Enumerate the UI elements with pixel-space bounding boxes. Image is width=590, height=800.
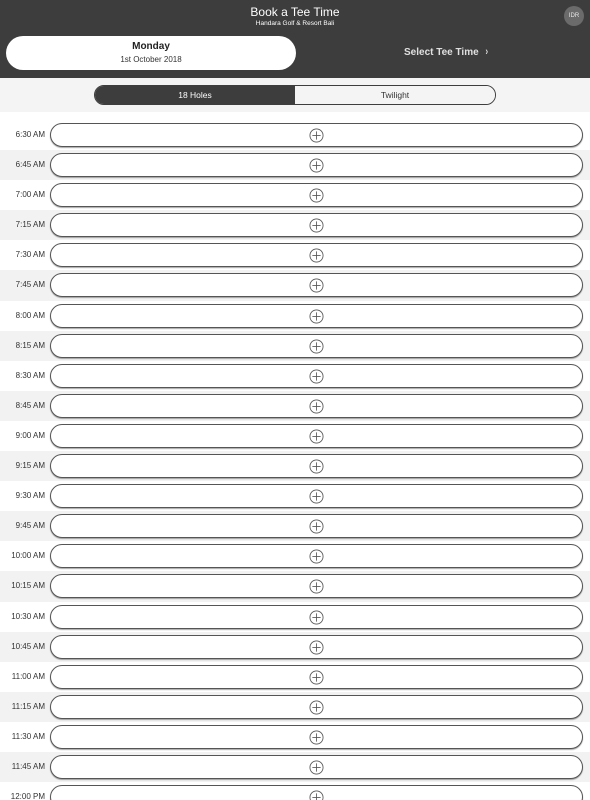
- add-booking-button[interactable]: [50, 544, 583, 568]
- add-booking-button[interactable]: [50, 334, 583, 358]
- page-title: Book a Tee Time: [250, 5, 340, 19]
- date-selector[interactable]: [6, 36, 296, 70]
- tee-time-row: [0, 692, 590, 722]
- tee-time-row: [0, 511, 590, 541]
- tee-time-row: [0, 722, 590, 752]
- tee-time-row: [0, 602, 590, 632]
- add-booking-button[interactable]: [50, 304, 583, 328]
- tee-time-label: 10:30 AM: [11, 611, 45, 621]
- tee-time-label: 7:15 AM: [15, 220, 45, 230]
- add-booking-button[interactable]: [50, 514, 583, 538]
- tee-time-row: [0, 301, 590, 331]
- tee-time-label: 7:45 AM: [15, 280, 45, 290]
- plus-circle-icon: [309, 128, 324, 143]
- plus-circle-icon: [309, 730, 324, 745]
- filter-bar: [0, 78, 590, 112]
- app-header: [0, 0, 590, 78]
- add-booking-button[interactable]: [50, 785, 583, 800]
- tee-time-label: 8:15 AM: [15, 340, 45, 350]
- tee-time-row: [0, 421, 590, 451]
- plus-circle-icon: [309, 489, 324, 504]
- plus-circle-icon: [309, 579, 324, 594]
- tee-time-row: [0, 391, 590, 421]
- tee-time-row: [0, 481, 590, 511]
- plus-circle-icon: [309, 218, 324, 233]
- tee-time-row: [0, 632, 590, 662]
- tee-time-row: [0, 662, 590, 692]
- plus-circle-icon: [309, 549, 324, 564]
- plus-circle-icon: [309, 610, 324, 625]
- tee-time-row: [0, 240, 590, 270]
- add-booking-button[interactable]: [50, 484, 583, 508]
- selected-date: 1st October 2018: [120, 55, 182, 64]
- holes-segmented-control: [94, 85, 496, 105]
- plus-circle-icon: [309, 429, 324, 444]
- plus-circle-icon: [309, 309, 324, 324]
- plus-circle-icon: [309, 519, 324, 534]
- tab-twilight[interactable]: Twilight: [295, 86, 495, 104]
- tee-time-row: [0, 270, 590, 300]
- selected-day: Monday: [132, 41, 170, 52]
- add-booking-button[interactable]: [50, 123, 583, 147]
- plus-circle-icon: [309, 459, 324, 474]
- tee-time-label: 8:30 AM: [15, 370, 45, 380]
- plus-circle-icon: [309, 399, 324, 414]
- tee-time-label: 9:45 AM: [15, 521, 45, 531]
- plus-circle-icon: [309, 248, 324, 263]
- currency-button[interactable]: IDR: [564, 6, 584, 26]
- add-booking-button[interactable]: [50, 153, 583, 177]
- tee-time-row: [0, 180, 590, 210]
- add-booking-button[interactable]: [50, 213, 583, 237]
- select-tee-time-step[interactable]: [404, 45, 488, 60]
- add-booking-button[interactable]: [50, 755, 583, 779]
- tee-time-label: 9:00 AM: [15, 430, 45, 440]
- select-tee-time-label: Select Tee Time: [404, 47, 479, 58]
- add-booking-button[interactable]: [50, 424, 583, 448]
- add-booking-button[interactable]: [50, 273, 583, 297]
- tee-time-row: [0, 331, 590, 361]
- chevron-right-icon: ›: [485, 46, 488, 58]
- add-booking-button[interactable]: [50, 364, 583, 388]
- tee-time-label: 8:45 AM: [15, 400, 45, 410]
- tee-time-row: [0, 150, 590, 180]
- add-booking-button[interactable]: [50, 695, 583, 719]
- plus-circle-icon: [309, 278, 324, 293]
- tee-time-row: [0, 571, 590, 601]
- plus-circle-icon: [309, 700, 324, 715]
- tee-time-row: [0, 752, 590, 782]
- tee-time-label: 12:00 PM: [10, 792, 45, 800]
- tee-time-label: 6:30 AM: [15, 130, 45, 139]
- plus-circle-icon: [309, 640, 324, 655]
- tee-time-label: 6:45 AM: [15, 160, 45, 170]
- tee-time-row: [0, 782, 590, 800]
- tee-time-label: 8:00 AM: [15, 310, 45, 320]
- add-booking-button[interactable]: [50, 394, 583, 418]
- tee-time-row: [0, 541, 590, 571]
- plus-circle-icon: [309, 188, 324, 203]
- tee-time-list: [0, 112, 590, 800]
- tee-time-label: 11:00 AM: [11, 671, 45, 681]
- tee-time-label: 7:00 AM: [15, 190, 45, 200]
- tee-time-label: 10:45 AM: [11, 641, 45, 651]
- tee-time-row: [0, 120, 590, 150]
- tee-time-label: 9:30 AM: [15, 491, 45, 501]
- add-booking-button[interactable]: [50, 605, 583, 629]
- plus-circle-icon: [309, 369, 324, 384]
- tee-time-label: 11:45 AM: [11, 761, 45, 771]
- tee-time-label: 11:30 AM: [11, 731, 45, 741]
- tee-time-label: 9:15 AM: [15, 461, 45, 471]
- plus-circle-icon: [309, 670, 324, 685]
- add-booking-button[interactable]: [50, 574, 583, 598]
- add-booking-button[interactable]: [50, 725, 583, 749]
- add-booking-button[interactable]: [50, 665, 583, 689]
- tee-time-label: 11:15 AM: [11, 701, 45, 711]
- tee-time-row: [0, 210, 590, 240]
- plus-circle-icon: [309, 790, 324, 800]
- add-booking-button[interactable]: [50, 183, 583, 207]
- tee-time-label: 10:00 AM: [11, 551, 45, 561]
- tee-time-label: 10:15 AM: [11, 581, 45, 591]
- plus-circle-icon: [309, 339, 324, 354]
- add-booking-button[interactable]: [50, 243, 583, 267]
- tee-time-label: 7:30 AM: [15, 250, 45, 260]
- tab-18-holes[interactable]: 18 Holes: [95, 86, 295, 104]
- tee-time-row: [0, 451, 590, 481]
- course-name: Handara Golf & Resort Bali: [255, 20, 335, 27]
- tee-time-row: [0, 361, 590, 391]
- add-booking-button[interactable]: [50, 635, 583, 659]
- plus-circle-icon: [309, 760, 324, 775]
- add-booking-button[interactable]: [50, 454, 583, 478]
- plus-circle-icon: [309, 158, 324, 173]
